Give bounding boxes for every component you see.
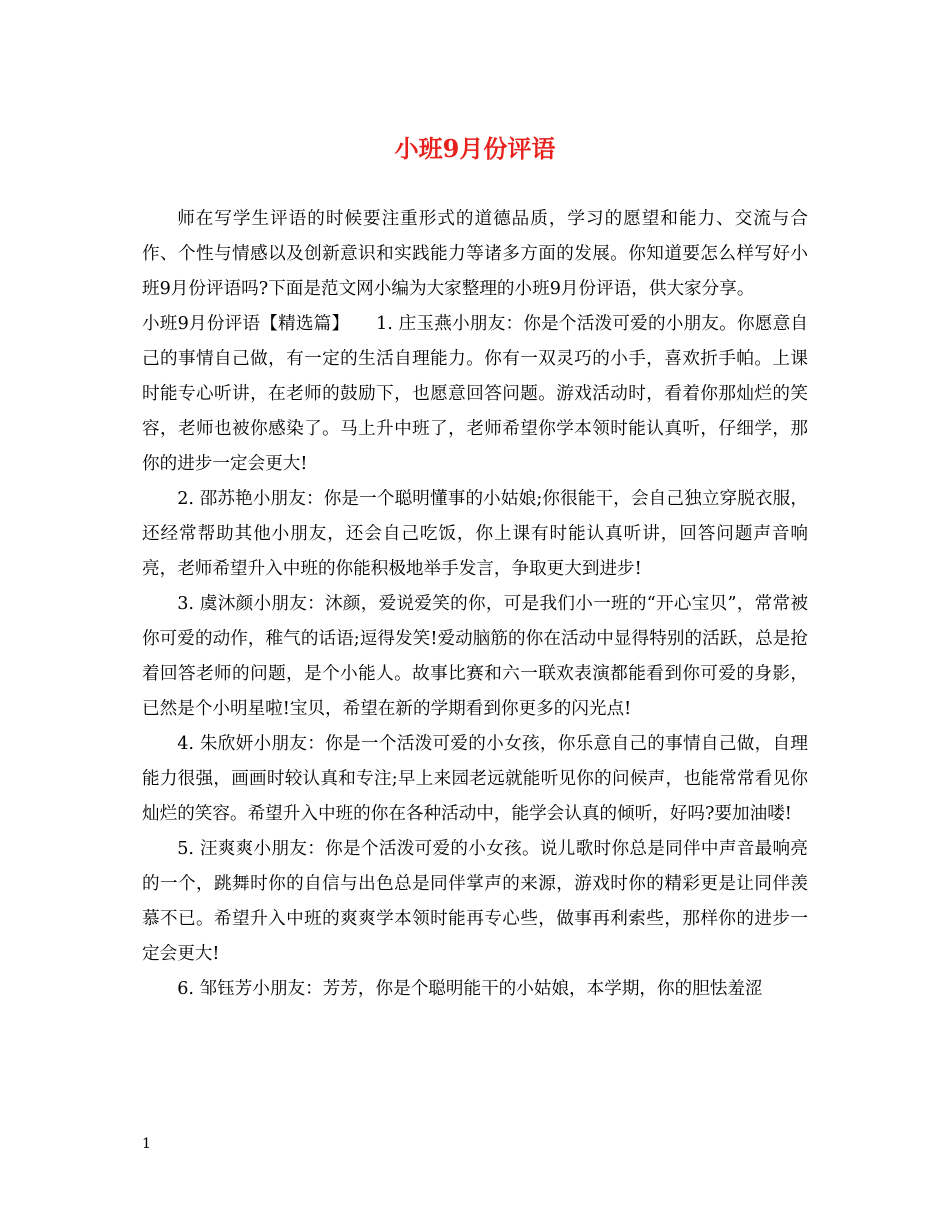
paragraph-comment-3: 3. 虞沐颜小朋友：沐颜，爱说爱笑的你，可是我们小一班的“开心宝贝”，常常被你可爱的动作，稚气的话语;逗得发笑!爱动脑筋的你在活动中显得特别的活跃，总是抢着回答老师的问题，是个小能人。故事比赛和六一联欢表演都能看到你可爱的身影，已然是个小明星啦!宝贝，希望在新的学期看到你更多的闪光点! bbox=[142, 594, 808, 719]
paragraph-comment-6: 6. 邹钰芳小朋友：芳芳，你是个聪明能干的小姑娘，本学期，你的胆怯羞涩 bbox=[177, 979, 763, 999]
document-title: 小班9月份评语 bbox=[394, 134, 556, 163]
paragraph-intro: 师在写学生评语的时候要注重形式的道德品质，学习的愿望和能力、交流与合作、个性与情感以及创新意识和实践能力等诸多方面的发展。你知道要怎么样写好小班9月份评语吗?下面是范文网小编为大家整理的小班9月份评语，供大家分享。 bbox=[142, 209, 808, 299]
paragraph-comment-2: 2. 邵苏艳小朋友：你是一个聪明懂事的小姑娘;你很能干，会自己独立穿脱衣服，还经常帮助其他小朋友，还会自己吃饭，你上课有时能认真听讲，回答问题声音响亮，老师希望升入中班的你能积极地举手发言，争取更大到进步! bbox=[142, 489, 808, 579]
paragraph-comment-1: 小班9月份评语【精选篇】 1. 庄玉燕小朋友：你是个活泼可爱的小朋友。你愿意自己的事情自己做，有一定的生活自理能力。你有一双灵巧的小手，喜欢折手帕。上课时能专心听讲，在老师的鼓励下，也愿意回答问题。游戏活动时，看着你那灿烂的笑容，老师也被你感染了。马上升中班了，老师希望你学本领时能认真听，仔细学，那你的进步一定会更大! bbox=[142, 314, 808, 474]
document-body bbox=[142, 202, 808, 1007]
paragraph-comment-4: 4. 朱欣妍小朋友：你是一个活泼可爱的小女孩，你乐意自己的事情自己做，自理能力很强，画画时较认真和专注;早上来园老远就能听见你的问候声，也能常常看见你灿烂的笑容。希望升入中班的你在各种活动中，能学会认真的倾听，好吗?要加油喽! bbox=[142, 734, 808, 824]
paragraph-comment-5: 5. 汪爽爽小朋友：你是个活泼可爱的小女孩。说儿歌时你总是同伴中声音最响亮的一个，跳舞时你的自信与出色总是同伴掌声的来源，游戏时你的精彩更是让同伴羡慕不已。希望升入中班的爽爽学本领时能再专心些，做事再利索些，那样你的进步一定会更大! bbox=[142, 839, 808, 964]
page-number: 1 bbox=[142, 1136, 151, 1152]
